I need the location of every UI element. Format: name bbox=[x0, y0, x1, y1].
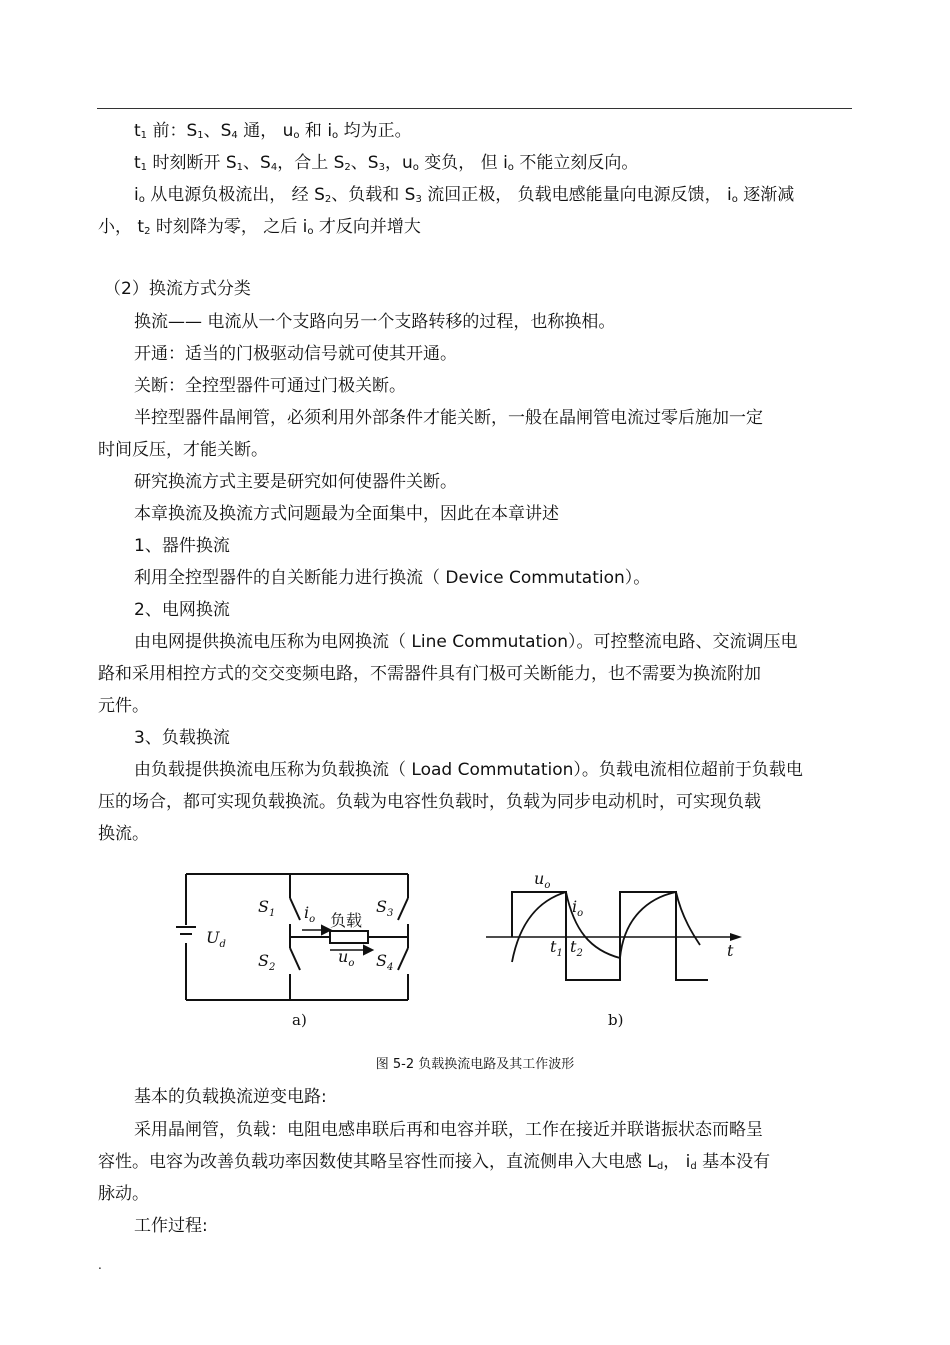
text-line: 采用晶闸管，负载：电阻电感串联后再和电容并联，工作在接近并联谐振状态而略呈 bbox=[134, 1120, 763, 1140]
text-line: 研究换流方式主要是研究如何使器件关断。 bbox=[134, 472, 457, 492]
text-line: 工作过程: bbox=[134, 1216, 208, 1236]
label-wave-uo: $u_o$ bbox=[534, 869, 551, 891]
label-t1: $t_1$ bbox=[550, 937, 563, 959]
text-line: $t_1$ 时刻断开 $S_1$、$S_4$，合上 $S_2$、$S_3$，$u_o$ 变负， 但 $i_o$ 不能立刻反向。 bbox=[134, 153, 639, 173]
switch-s3 bbox=[398, 898, 408, 920]
switch-s2 bbox=[290, 948, 300, 970]
text-line: 时间反压，才能关断。 bbox=[98, 440, 268, 460]
io-arrow bbox=[322, 926, 330, 934]
text-line: 小， $t_2$ 时刻降为零， 之后 $i_o$ 才反向并增大 bbox=[98, 217, 421, 237]
list-item-title: 2、电网换流 bbox=[134, 600, 230, 620]
waveform-diagram bbox=[486, 892, 742, 980]
t-axis-arrow bbox=[730, 933, 742, 941]
text-line: 容性。电容为改善负载功率因数使其略呈容性而接入，直流侧串入大电感 $L_d$， $i_d$ 基本没有 bbox=[98, 1152, 771, 1172]
load-resistor bbox=[330, 931, 368, 943]
label-load: 负载 bbox=[330, 911, 363, 930]
text-line: 换流—— 电流从一个支路向另一个支路转移的过程，也称换相。 bbox=[134, 312, 616, 332]
text-line: 路和采用相控方式的交交变频电路，不需器件具有门极可关断能力，也不需要为换流附加 bbox=[98, 664, 761, 684]
label-uo: $u_o$ bbox=[338, 947, 355, 969]
figure-caption: 图 5-2 负载换流电路及其工作波形 bbox=[375, 1057, 575, 1072]
text-line: 元件。 bbox=[98, 696, 149, 716]
label-ud: $U_d$ bbox=[206, 928, 226, 950]
text-line: 换流。 bbox=[98, 824, 149, 844]
text-line: 由电网提供换流电压称为电网换流（ Line Commutation）。可控整流电路、交流调压电 bbox=[134, 632, 798, 652]
label-s1: $S_1$ bbox=[258, 897, 276, 919]
text-line: 利用全控型器件的自关断能力进行换流（ Device Commutation）。 bbox=[134, 568, 651, 588]
text-line: $t_1$ 前：$S_1$、$S_4$ 通， $u_o$ 和 $i_o$ 均为正。 bbox=[134, 121, 412, 141]
text-line: 脉动。 bbox=[98, 1184, 149, 1204]
list-item-title: 1、器件换流 bbox=[134, 536, 230, 556]
uo-arrow bbox=[364, 946, 372, 954]
section-heading: （2）换流方式分类 bbox=[104, 279, 251, 299]
footer-dot: . bbox=[98, 1258, 102, 1272]
label-b: b) bbox=[608, 1011, 624, 1029]
text-line: 压的场合，都可实现负载换流。负载为电容性负载时，负载为同步电动机时，可实现负载 bbox=[98, 792, 761, 812]
label-s3: $S_3$ bbox=[376, 897, 394, 919]
label-s2: $S_2$ bbox=[258, 951, 276, 973]
text-line: $i_o$ 从电源负极流出， 经 $S_2$、负载和 $S_3$ 流回正极， 负载电感能量向电源反馈， $i_o$ 逐渐减 bbox=[134, 185, 795, 205]
label-io: $i_o$ bbox=[304, 903, 316, 925]
label-s4: $S_4$ bbox=[376, 951, 394, 973]
text-line: 关断：全控型器件可通过门极关断。 bbox=[134, 376, 406, 396]
switch-s1 bbox=[290, 898, 300, 920]
text-line: 本章换流及换流方式问题最为全面集中，因此在本章讲述 bbox=[134, 504, 559, 524]
text-line: 开通：适当的门极驱动信号就可使其开通。 bbox=[134, 344, 457, 364]
text-line: 由负载提供换流电压称为负载换流（ Load Commutation）。负载电流相位超前于负载电 bbox=[134, 760, 803, 780]
label-wave-io: $i_o$ bbox=[572, 897, 584, 919]
label-a: a) bbox=[292, 1011, 307, 1029]
text-line: 基本的负载换流逆变电路: bbox=[134, 1087, 327, 1107]
circuit-labels bbox=[206, 897, 393, 1029]
text-line: 半控型器件晶闸管，必须利用外部条件才能关断，一般在晶闸管电流过零后施加一定 bbox=[134, 408, 763, 428]
io-curve bbox=[512, 892, 700, 962]
list-item-title: 3、负载换流 bbox=[134, 728, 230, 748]
switch-s4 bbox=[398, 948, 408, 970]
label-t2: $t_2$ bbox=[570, 937, 583, 959]
label-t: t bbox=[727, 941, 734, 960]
